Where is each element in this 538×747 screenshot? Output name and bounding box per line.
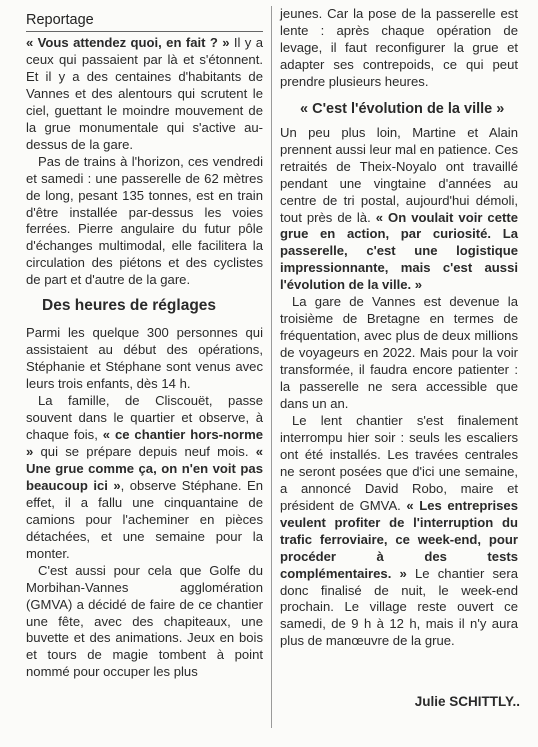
subheading-evolution: « C'est l'évolution de la ville » [300,100,505,117]
paragraph-9: Le lent chantier s'est finalement interrompu hier soir : seuls les escaliers ont été installés. Les travées centrales ne seront posées que d'ici une semaine, a annoncé David Robo, maire et président de GMVA. « Les entreprises veulent profiter de l'interruption du trafic ferroviaire, ce week-end, pour procéder à des tests complémentaires. » Le chantier sera donc finalisé de nuit, le week-end prochain. Le village reste ouvert ce samedi, de 9 h à 12 h, mais il n'y aura plus de manœuvre de la grue. [280,412,518,649]
paragraph-3: Parmi les quelque 300 personnes qui assistaient au début des opérations, Stéphanie et Stéphane sont venus avec leurs trois enfants, dès 14 h. [26,325,263,392]
rubric-label: Reportage [26,6,263,32]
paragraph-1: « Vous attendez quoi, en fait ? » Il y a ceux qui passaient par là et s'étonnent. Et il y a des centaines d'habitants de Vannes et des alentours qui scrutent le ciel, guettant le moindre mouvement de la grue monumentale qui s'active au-dessus de la gare. [26,35,263,152]
paragraph-2: Pas de trains à l'horizon, ces vendredi et samedi : une passerelle de 62 mètres de long, pesant 135 tonnes, est en train d'être installée par-dessus les voies ferrées. Pierre angulaire du futur pôle d'échanges multimodal, elle facilitera la circulation des piétons et des cyclistes de part et d'autre de la gare. [26,153,263,288]
paragraph-5: C'est aussi pour cela que Golfe du Morbihan-Vannes agglomération (GMVA) a décidé de faire de ce chantier une fête, avec des chapiteaux, une buvette et des animations. Jeux en bois et tours de magie tombent à point nommé pour occuper les plus [26,562,263,680]
paragraph-4: La famille, de Cliscouët, passe souvent dans le quartier et observe, à chaque fois, « ce chantier hors-norme » qui se prépare depuis neuf mois. « Une grue comme ça, on n'en voit pas beaucoup ici », observe Stéphane. En effet, il a fallu une cinquantaine de camions pour l'acheminer en pièces détachées, et une semaine pour la monter. [26,393,264,561]
lead-quote: « Vous attendez quoi, en fait ? » [26,35,230,50]
right-column [280,6,518,650]
subheading-reglages: Des heures de réglages [42,297,217,315]
paragraph-7: Un peu plus loin, Martine et Alain prennent aussi leur mal en patience. Ces retraités de Theix-Noyalo ont travaillé pendant une vingtaine d'années au centre de tri postal, aujourd'hui démoli, tout près de là. « On voulait voir cette grue en action, par curiosité. La passerelle, c'est une logistique impressionnante, mais c'est aussi l'évolution de la ville. » [280,124,519,293]
left-column [26,6,263,681]
column-divider [271,6,272,728]
author-signature: Julie SCHITTLY.. [414,694,520,709]
paragraph-6: jeunes. Car la pose de la passerelle est lente : après chaque opération de levage, il faut reconfigurer la grue et adapter ses contrepoids, ce qui peut prendre plusieurs heures. [280,6,518,89]
paragraph-8: La gare de Vannes est devenue la troisième de Bretagne en termes de fréquentation, avec plus de deux millions de voyageurs en 2022. Mais pour la voir transformée, il faudra encore patienter : la passerelle ne sera accessible que dans un an. [280,294,518,412]
